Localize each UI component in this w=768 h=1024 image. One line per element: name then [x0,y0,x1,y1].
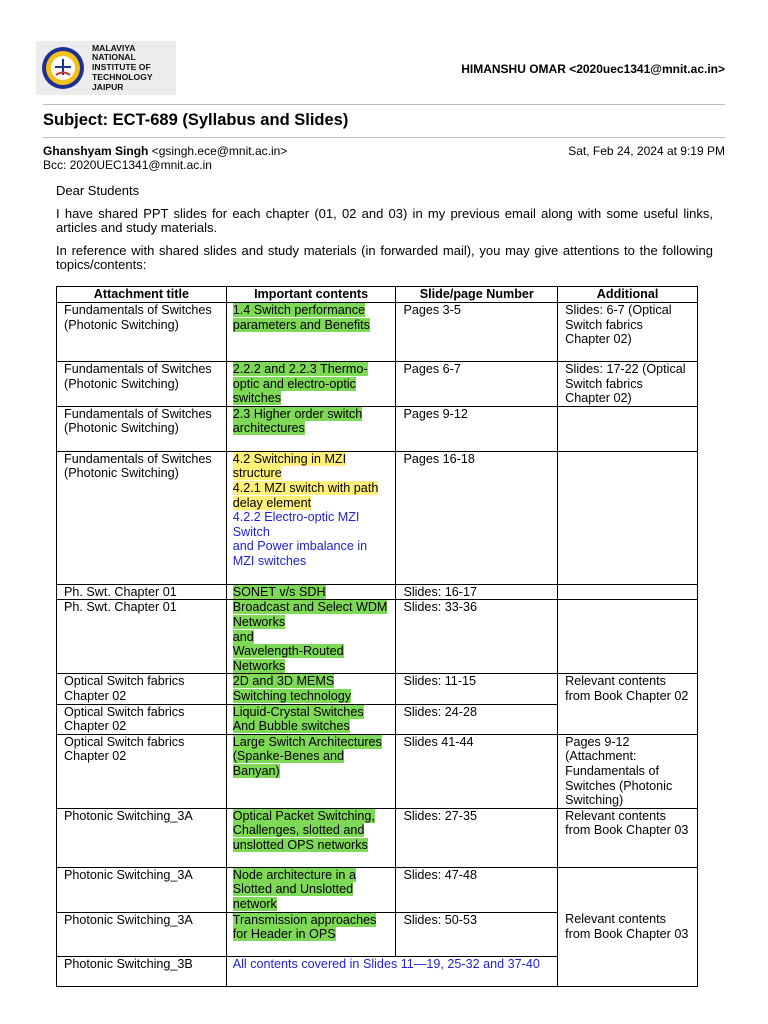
cell-additional [558,584,698,600]
paragraph-slides: I have shared PPT slides for each chapter (01, 02 and 03) in my previous email along with some useful links, articles and study materials. [56,205,713,236]
cell-additional: Relevant contents from Book Chapter 02 [558,674,698,734]
cell-additional: Relevant contents from Book Chapter 03 [558,867,698,986]
cell-content: All contents covered in Slides 11—19, 25-32 and 37-40 [226,956,557,986]
cell-title: Photonic Switching_3A [57,808,227,867]
cell-additional: Slides: 17-22 (Optical Switch fabrics Chapter 02) [558,362,698,407]
cell-title: Photonic Switching_3A [57,912,227,956]
cell-title: Optical Switch fabrics Chapter 02 [57,674,227,704]
cell-pages: Slides: 16-17 [396,584,558,600]
greeting: Dear Students [56,183,140,198]
cell-title: Optical Switch fabrics Chapter 02 [57,734,227,808]
cell-title: Photonic Switching_3A [57,867,227,912]
column-header: Slide/page Number [396,287,558,303]
table-row [57,734,698,808]
header-divider [43,104,725,105]
cell-content: Node architecture in a Slotted and Unslotted network [226,867,396,912]
table-header-row [57,287,698,303]
cell-content: Large Switch Architectures (Spanke-Benes and Banyan) [226,734,396,808]
sender-email: <gsingh.ece@mnit.ac.in> [151,144,288,158]
cell-title: Fundamentals of Switches (Photonic Switching) [57,303,227,362]
cell-title: Optical Switch fabrics Chapter 02 [57,704,227,734]
table-row [57,674,698,704]
table-row [57,451,698,584]
institute-name: MALAVIYA NATIONAL INSTITUTE OF TECHNOLOGY JAIPUR [92,42,153,92]
cell-content: 2D and 3D MEMS Switching technology [226,674,396,704]
cell-additional: Pages 9-12 (Attachment: Fundamentals of Switches (Photonic Switching) [558,734,698,808]
cell-title: Fundamentals of Switches (Photonic Switching) [57,451,227,584]
column-header: Additional [558,287,698,303]
cell-pages: Pages 3-5 [396,303,558,362]
cell-pages: Pages 16-18 [396,451,558,584]
cell-title: Ph. Swt. Chapter 01 [57,584,227,600]
recipient-address: HIMANSHU OMAR <2020uec1341@mnit.ac.in> [461,62,725,76]
topics-table [56,286,698,987]
table-row [57,303,698,362]
table-row [57,808,698,867]
table-row [57,362,698,407]
email-date: Sat, Feb 24, 2024 at 9:19 PM [568,144,725,158]
email-subject: Subject: ECT-689 (Syllabus and Slides) [43,111,349,129]
cell-pages: Slides: 33-36 [396,600,558,674]
institute-logo [36,41,176,95]
cell-additional [558,406,698,451]
cell-additional [558,600,698,674]
cell-content: 2.2.2 and 2.2.3 Thermo-optic and electro-optic switches [226,362,396,407]
cell-pages: Pages 6-7 [396,362,558,407]
sender [43,144,287,158]
table-row [57,867,698,912]
cell-title: Fundamentals of Switches (Photonic Switching) [57,406,227,451]
cell-content: Liquid-Crystal Switches And Bubble switches [226,704,396,734]
sender-name: Ghanshyam Singh [43,144,149,158]
table-row [57,584,698,600]
cell-pages: Slides: 47-48 [396,867,558,912]
subject-divider [43,137,725,138]
cell-content: 1.4 Switch performance parameters and Benefits [226,303,396,362]
cell-additional: Relevant contents from Book Chapter 03 [558,808,698,867]
cell-pages: Slides 41-44 [396,734,558,808]
cell-content: Transmission approaches for Header in OPS [226,912,396,956]
cell-additional [558,451,698,584]
table-row [57,406,698,451]
email-body [56,184,713,281]
cell-pages: Pages 9-12 [396,406,558,451]
cell-content: Optical Packet Switching, Challenges, slotted and unslotted OPS networks [226,808,396,867]
cell-content: SONET v/s SDH [226,584,396,600]
cell-content: 4.2 Switching in MZI structure 4.2.1 MZI switch with path delay element 4.2.2 Electro-optic MZI Switch and Power imbalance in MZI switches [226,451,396,584]
institute-seal-icon [40,45,86,91]
cell-pages: Slides: 27-35 [396,808,558,867]
column-header: Important contents [226,287,396,303]
paragraph-topics: In reference with shared slides and study materials (in forwarded mail), you may give attentions to the following topics/contents: [56,242,713,273]
bcc-line: Bcc: 2020UEC1341@mnit.ac.in [43,158,212,172]
cell-title: Photonic Switching_3B [57,956,227,986]
cell-pages: Slides: 11-15 [396,674,558,704]
cell-title: Ph. Swt. Chapter 01 [57,600,227,674]
cell-pages: Slides: 50-53 [396,912,558,956]
column-header: Attachment title [57,287,227,303]
cell-content: 2.3 Higher order switch architectures [226,406,396,451]
cell-pages: Slides: 24-28 [396,704,558,734]
cell-content: Broadcast and Select WDM Networks and Wavelength-Routed Networks [226,600,396,674]
cell-title: Fundamentals of Switches (Photonic Switching) [57,362,227,407]
cell-additional: Slides: 6-7 (Optical Switch fabrics Chapter 02) [558,303,698,362]
table-row [57,600,698,674]
